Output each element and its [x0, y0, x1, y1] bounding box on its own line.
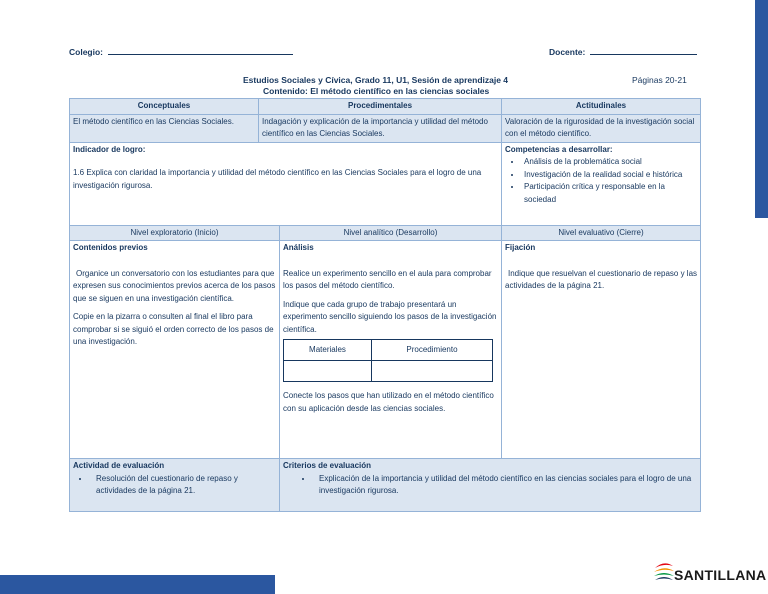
- procedure-header: Procedimiento: [371, 340, 492, 361]
- competencies-title: Competencias a desarrollar:: [505, 144, 613, 154]
- evaluation-activity-cell: [70, 459, 280, 512]
- analitico-paragraph-1: Realice un experimento sencillo en el aula para comprobar los pasos del método científico.: [283, 268, 492, 290]
- header-conceptuales: Conceptuales: [70, 99, 259, 115]
- evaluation-criteria-title: Criterios de evaluación: [283, 461, 372, 470]
- docente-line: [590, 54, 697, 55]
- level-exploratorio: Nivel exploratorio (Inicio): [70, 225, 280, 241]
- santillana-swirl-icon: [652, 560, 676, 584]
- brand-name: SANTILLANA: [674, 567, 767, 583]
- content-types-header-row: [70, 99, 701, 115]
- materials-procedure-table: [283, 339, 493, 382]
- contenidos-previos-title: Contenidos previos: [73, 243, 148, 252]
- bottom-accent-bar: [0, 575, 275, 594]
- procedural-content: Indagación y explicación de la importancia y utilidad del método científico en las Ciencias Sociales.: [259, 114, 502, 142]
- header-procedimentales: Procedimentales: [259, 99, 502, 115]
- indicator-row: [70, 142, 701, 225]
- evaluation-criteria-item: • Explicación de la importancia y utilidad del método científico en las ciencias sociales para el logro de una investigación rigurosa.: [313, 473, 697, 498]
- docente-field: [549, 47, 697, 57]
- colegio-line: [108, 54, 293, 55]
- fijacion-title: Fijación: [505, 243, 536, 252]
- lesson-plan-table: [69, 98, 701, 512]
- analisis-title: Análisis: [283, 243, 314, 252]
- analitico-paragraph-2: Indique que cada grupo de trabajo presentará un experimento sencillo siguiendo los pasos de la investigación científica.: [283, 299, 497, 334]
- docente-label: Docente:: [549, 47, 586, 57]
- content-types-row: [70, 114, 701, 142]
- competency-item: • Investigación de la realidad social e histórica: [522, 169, 697, 182]
- exploratorio-paragraph-2: Copie en la pizarra o consulten al final el libro para comprobar si se siguió el orden correcto de los pasos de una investigación.: [73, 312, 274, 346]
- evaluation-row: [70, 459, 701, 512]
- pages-label: Páginas 20-21: [632, 75, 687, 85]
- colegio-label: Colegio:: [69, 47, 103, 57]
- content-line: Contenido: El método científico en las ciencias sociales: [263, 86, 490, 96]
- exploratorio-cell: [70, 241, 280, 459]
- materials-empty-cell: [284, 361, 372, 382]
- santillana-logo: [652, 560, 767, 586]
- indicator-text: 1.6 Explica con claridad la importancia y utilidad del método científico en las Ciencias Sociales para el logro de una investigación rigurosa.: [73, 168, 482, 190]
- level-analitico: Nivel analítico (Desarrollo): [280, 225, 502, 241]
- conceptual-content: El método científico en las Ciencias Sociales.: [70, 114, 259, 142]
- evaluation-activity-item: • Resolución del cuestionario de repaso y actividades de la página 21.: [90, 473, 276, 498]
- analitico-paragraph-3: Conecte los pasos que han utilizado en el método científico con su aplicación desde las ciencias sociales.: [283, 391, 494, 413]
- attitudinal-content: Valoración de la rigurosidad de la investigación social con el método científico.: [502, 114, 701, 142]
- competency-item: • Participación crítica y responsable en la sociedad: [522, 181, 697, 206]
- exploratorio-paragraph-1: Organice un conversatorio con los estudiantes para que expresen sus conocimientos previos acerca de los pasos que se siguen en una investigación científica.: [73, 268, 276, 303]
- level-evaluativo: Nivel evaluativo (Cierre): [502, 225, 701, 241]
- evaluativo-paragraph-1: Indique que resuelvan el cuestionario de repaso y las actividades de la página 21.: [505, 268, 698, 290]
- colegio-field: [69, 47, 293, 57]
- evaluativo-cell: [502, 241, 701, 459]
- evaluation-criteria-cell: [280, 459, 701, 512]
- competencies-cell: [502, 142, 701, 225]
- materials-header: Materiales: [284, 340, 372, 361]
- analitico-cell: [280, 241, 502, 459]
- levels-content-row: [70, 241, 701, 459]
- competencies-list: [505, 156, 697, 206]
- right-accent-bar: [755, 0, 768, 218]
- evaluation-activity-list: [73, 473, 276, 498]
- header-actitudinales: Actitudinales: [502, 99, 701, 115]
- competency-item: • Análisis de la problemática social: [522, 156, 697, 169]
- evaluation-criteria-list: [283, 473, 697, 498]
- indicator-title: Indicador de logro:: [73, 144, 146, 154]
- evaluation-activity-title: Actividad de evaluación: [73, 461, 165, 470]
- subject-line: Estudios Sociales y Cívica, Grado 11, U1, Sesión de aprendizaje 4: [243, 75, 509, 85]
- levels-header-row: [70, 225, 701, 241]
- procedure-empty-cell: [371, 361, 492, 382]
- indicator-cell: [70, 142, 502, 225]
